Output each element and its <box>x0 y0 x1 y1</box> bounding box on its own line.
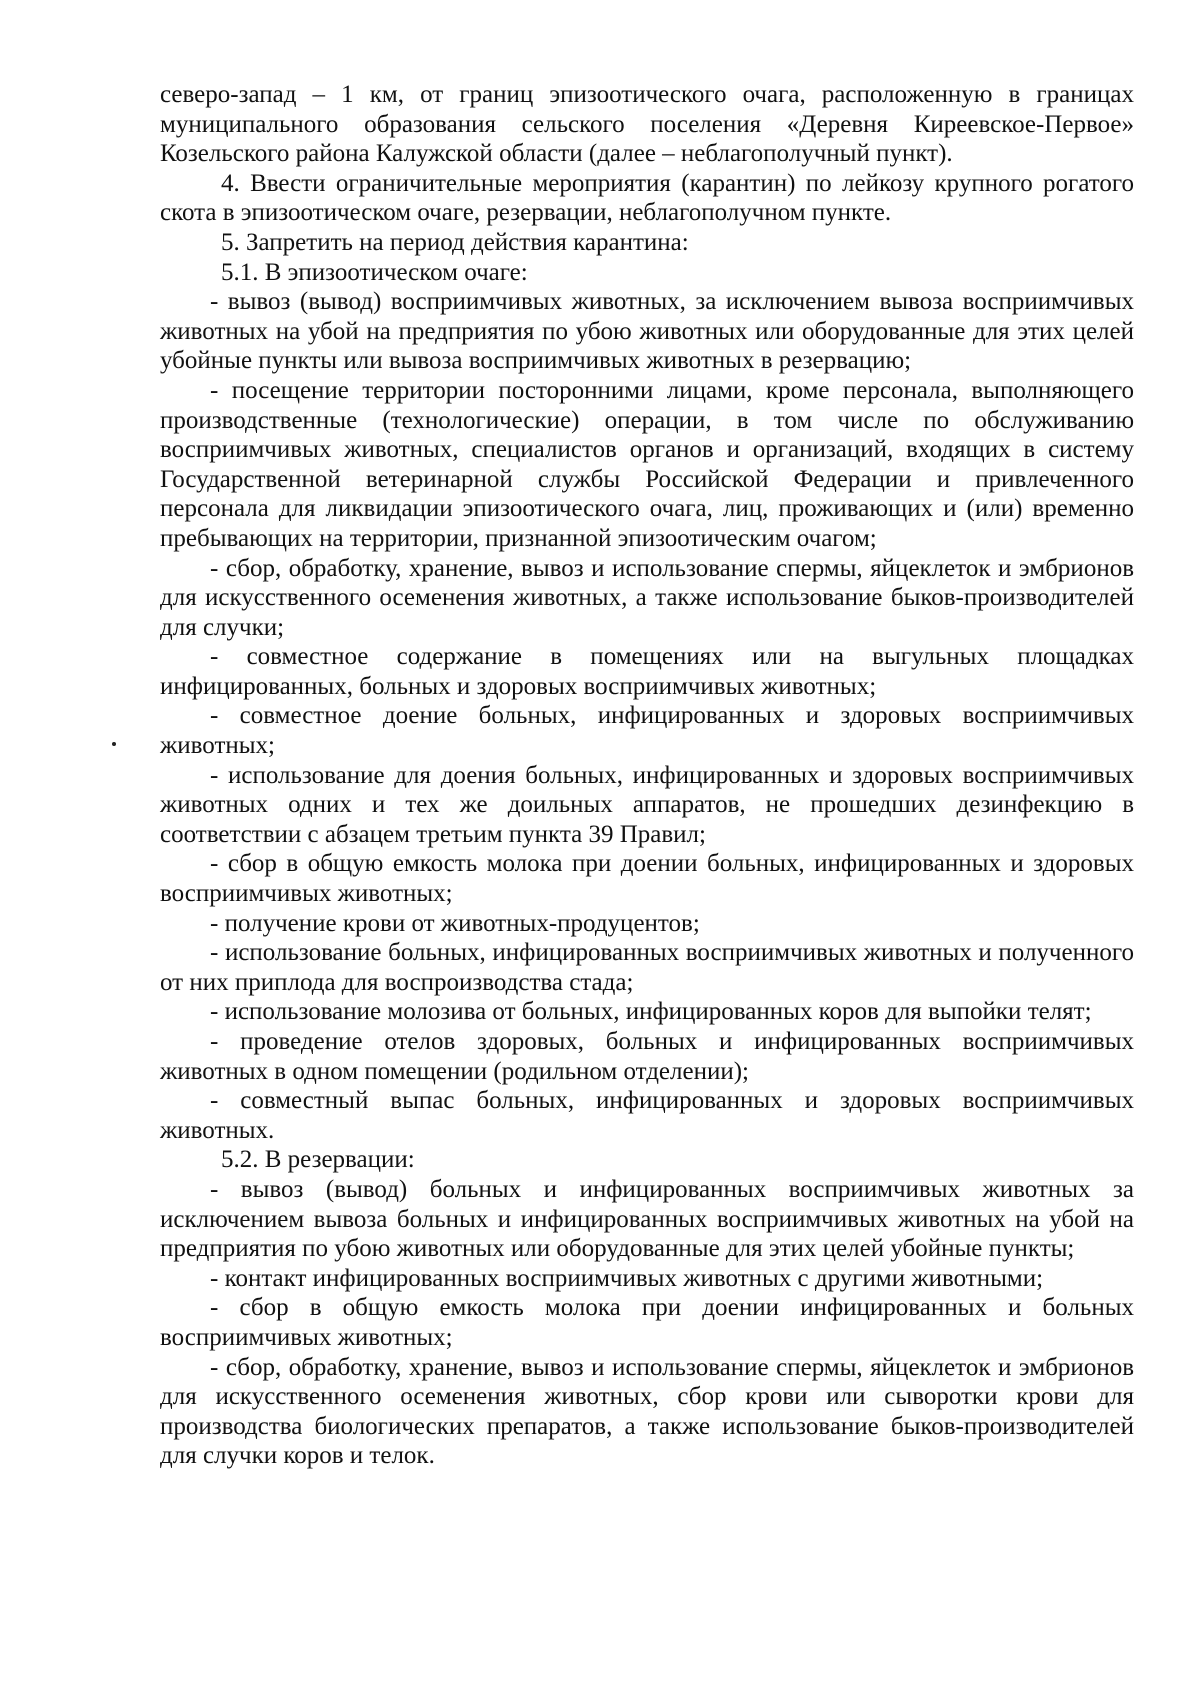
list-item: - вывоз (вывод) больных и инфицированных восприимчивых животных за исключением вывоза больных и инфицированных восприимчивых животных на убой на предприятия по убою животных или оборудованные для этих целей убойные пункты; <box>160 1175 1134 1263</box>
paragraph-continuation: северо-запад – 1 км, от границ эпизоотического очага, расположенную в границах муниципального образования сельского поселения «Деревня Киреевское-Первое» Козельского района Калужской области (далее – неблагополучный пункт). <box>160 81 1134 168</box>
scan-speck <box>112 742 116 746</box>
paragraph-item-4: 4. Ввести ограничительные мероприятия (карантин) по лейкозу крупного рогатого скота в эпизоотическом очаге, резервации, неблагополучном пункте. <box>160 169 1134 227</box>
list-item: - посещение территории посторонними лицами, кроме персонала, выполняющего производственные (технологические) операции, в том числе по обслуживанию восприимчивых животных, специалистов органов и организаций, входящих в систему Государственной ветеринарной службы Российской Федерации и привлеченного персонала для ликвидации эпизоотического очага, лиц, проживающих и (или) временно пребывающих на территории, признанной эпизоотическим очагом; <box>160 376 1134 552</box>
list-item: - совместный выпас больных, инфицированных и здоровых восприимчивых животных. <box>160 1087 1134 1144</box>
list-item: - сбор в общую емкость молока при доении инфицированных и больных восприимчивых животных; <box>160 1294 1134 1351</box>
paragraph-item-5-1: 5.1. В эпизоотическом очаге: <box>221 258 528 286</box>
list-item: - получение крови от животных-продуцентов; <box>210 909 700 937</box>
list-item: - использование для доения больных, инфицированных и здоровых восприимчивых животных одних и тех же доильных аппаратов, не прошедших дезинфекцию в соответствии с абзацем третьим пункта 39 Правил; <box>160 761 1134 848</box>
list-item: - использование больных, инфицированных восприимчивых животных и полученного от них приплода для воспроизводства стада; <box>160 939 1134 996</box>
list-item: - сбор, обработку, хранение, вывоз и использование спермы, яйцеклеток и эмбрионов для искусственного осеменения животных, а также использование быков-производителей для случки; <box>160 554 1134 641</box>
list-item: - использование молозива от больных, инфицированных коров для выпойки телят; <box>210 998 1092 1026</box>
list-item: - сбор, обработку, хранение, вывоз и использование спермы, яйцеклеток и эмбрионов для искусственного осеменения животных, сбор крови или сыворотки крови для производства биологических препаратов, а также использование быков-производителей для случки коров и телок. <box>160 1353 1134 1470</box>
list-item: - вывоз (вывод) восприимчивых животных, за исключением вывоза восприимчивых животных на убой на предприятия по убою животных или оборудованные для этих целей убойные пункты или вывоза восприимчивых животных в резервацию; <box>160 288 1134 375</box>
list-item: - совместное доение больных, инфицированных и здоровых восприимчивых животных; <box>160 702 1134 760</box>
paragraph-item-5: 5. Запретить на период действия карантина: <box>221 228 689 256</box>
document-body <box>160 80 1134 1471</box>
list-item: - совместное содержание в помещениях или на выгульных площадках инфицированных, больных и здоровых восприимчивых животных; <box>160 643 1134 700</box>
list-item: - проведение отелов здоровых, больных и инфицированных восприимчивых животных в одном помещении (родильном отделении); <box>160 1028 1134 1085</box>
list-item: - сбор в общую емкость молока при доении больных, инфицированных и здоровых восприимчивых животных; <box>160 850 1134 908</box>
list-item: - контакт инфицированных восприимчивых животных с другими животными; <box>210 1264 1044 1292</box>
paragraph-item-5-2: 5.2. В резервации: <box>221 1146 415 1174</box>
